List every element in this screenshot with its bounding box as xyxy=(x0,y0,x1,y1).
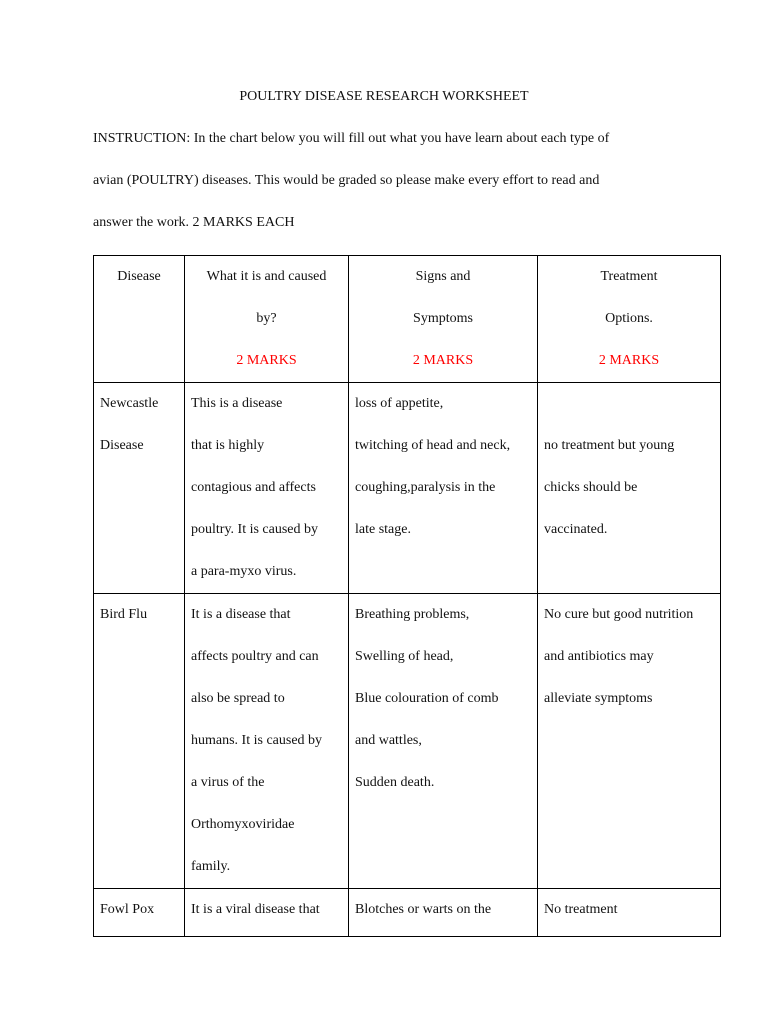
header-signs-line: Signs and xyxy=(415,269,471,284)
header-signs xyxy=(349,256,538,383)
header-signs-line: Symptoms xyxy=(413,311,473,326)
cell-line: a para-myxo virus. xyxy=(191,564,297,579)
table-header-row xyxy=(94,256,721,383)
instruction-line-1: INSTRUCTION: In the chart below you will fill out what you have learn about each type of xyxy=(93,131,610,146)
cell-line: and antibiotics may xyxy=(544,649,654,664)
header-what-line: What it is and caused xyxy=(206,269,327,284)
header-signs-marks: 2 MARKS xyxy=(412,353,474,368)
cell-signs xyxy=(349,594,538,889)
worksheet-title: POULTRY DISEASE RESEARCH WORKSHEET xyxy=(239,89,529,104)
cell-treatment xyxy=(538,594,721,889)
cell-line: affects poultry and can xyxy=(191,649,319,664)
cell-line: chicks should be xyxy=(544,480,638,495)
cell-treatment xyxy=(538,383,721,594)
cell-disease xyxy=(94,594,185,889)
cell-line: No cure but good nutrition xyxy=(544,607,694,622)
cell-line: Orthomyxoviridae xyxy=(191,817,295,832)
header-treatment-marks: 2 MARKS xyxy=(598,353,660,368)
table-row xyxy=(94,383,721,594)
table-row xyxy=(94,889,721,937)
cell-signs xyxy=(349,889,538,937)
cell-line: coughing,paralysis in the xyxy=(355,480,496,495)
cell-line xyxy=(544,383,714,425)
cell-line: Bird Flu xyxy=(100,607,148,622)
header-treatment xyxy=(538,256,721,383)
header-treatment-line: Treatment xyxy=(600,269,658,284)
instruction-line-2: avian (POULTRY) diseases. This would be graded so please make every effort to read and xyxy=(93,173,600,188)
cell-what xyxy=(185,383,349,594)
disease-table xyxy=(93,255,721,937)
header-what xyxy=(185,256,349,383)
cell-line: Sudden death. xyxy=(355,775,435,790)
cell-line: alleviate symptoms xyxy=(544,691,653,706)
cell-disease xyxy=(94,889,185,937)
cell-line: family. xyxy=(191,859,231,874)
cell-line: It is a viral disease that xyxy=(191,902,320,917)
cell-line: contagious and affects xyxy=(191,480,316,495)
cell-line: Blotches or warts on the xyxy=(355,902,492,917)
cell-line: late stage. xyxy=(355,522,411,537)
cell-line: Swelling of head, xyxy=(355,649,454,664)
cell-what xyxy=(185,889,349,937)
cell-line: Disease xyxy=(100,438,144,453)
cell-line: Newcastle xyxy=(100,396,159,411)
cell-line: This is a disease xyxy=(191,396,283,411)
header-what-marks: 2 MARKS xyxy=(236,353,297,368)
instruction-line-3: answer the work. 2 MARKS EACH xyxy=(93,215,295,230)
cell-line: Breathing problems, xyxy=(355,607,470,622)
header-what-line: by? xyxy=(256,311,277,326)
cell-line: a virus of the xyxy=(191,775,265,790)
cell-disease xyxy=(94,383,185,594)
cell-signs xyxy=(349,383,538,594)
header-treatment-line: Options. xyxy=(605,311,653,326)
cell-line: It is a disease that xyxy=(191,607,291,622)
cell-line: also be spread to xyxy=(191,691,285,706)
cell-line: poultry. It is caused by xyxy=(191,522,319,537)
cell-line: loss of appetite, xyxy=(355,396,444,411)
cell-line: No treatment xyxy=(544,902,618,917)
cell-line: that is highly xyxy=(191,438,265,453)
cell-line: humans. It is caused by xyxy=(191,733,323,748)
cell-line: twitching of head and neck, xyxy=(355,438,511,453)
header-disease xyxy=(94,256,185,383)
cell-line: and wattles, xyxy=(355,733,422,748)
header-disease-line: Disease xyxy=(117,269,161,284)
cell-line: no treatment but young xyxy=(544,438,675,453)
cell-line: Fowl Pox xyxy=(100,902,155,917)
cell-what xyxy=(185,594,349,889)
table-row xyxy=(94,594,721,889)
cell-treatment xyxy=(538,889,721,937)
cell-line: Blue colouration of comb xyxy=(355,691,499,706)
cell-line: vaccinated. xyxy=(544,522,608,537)
